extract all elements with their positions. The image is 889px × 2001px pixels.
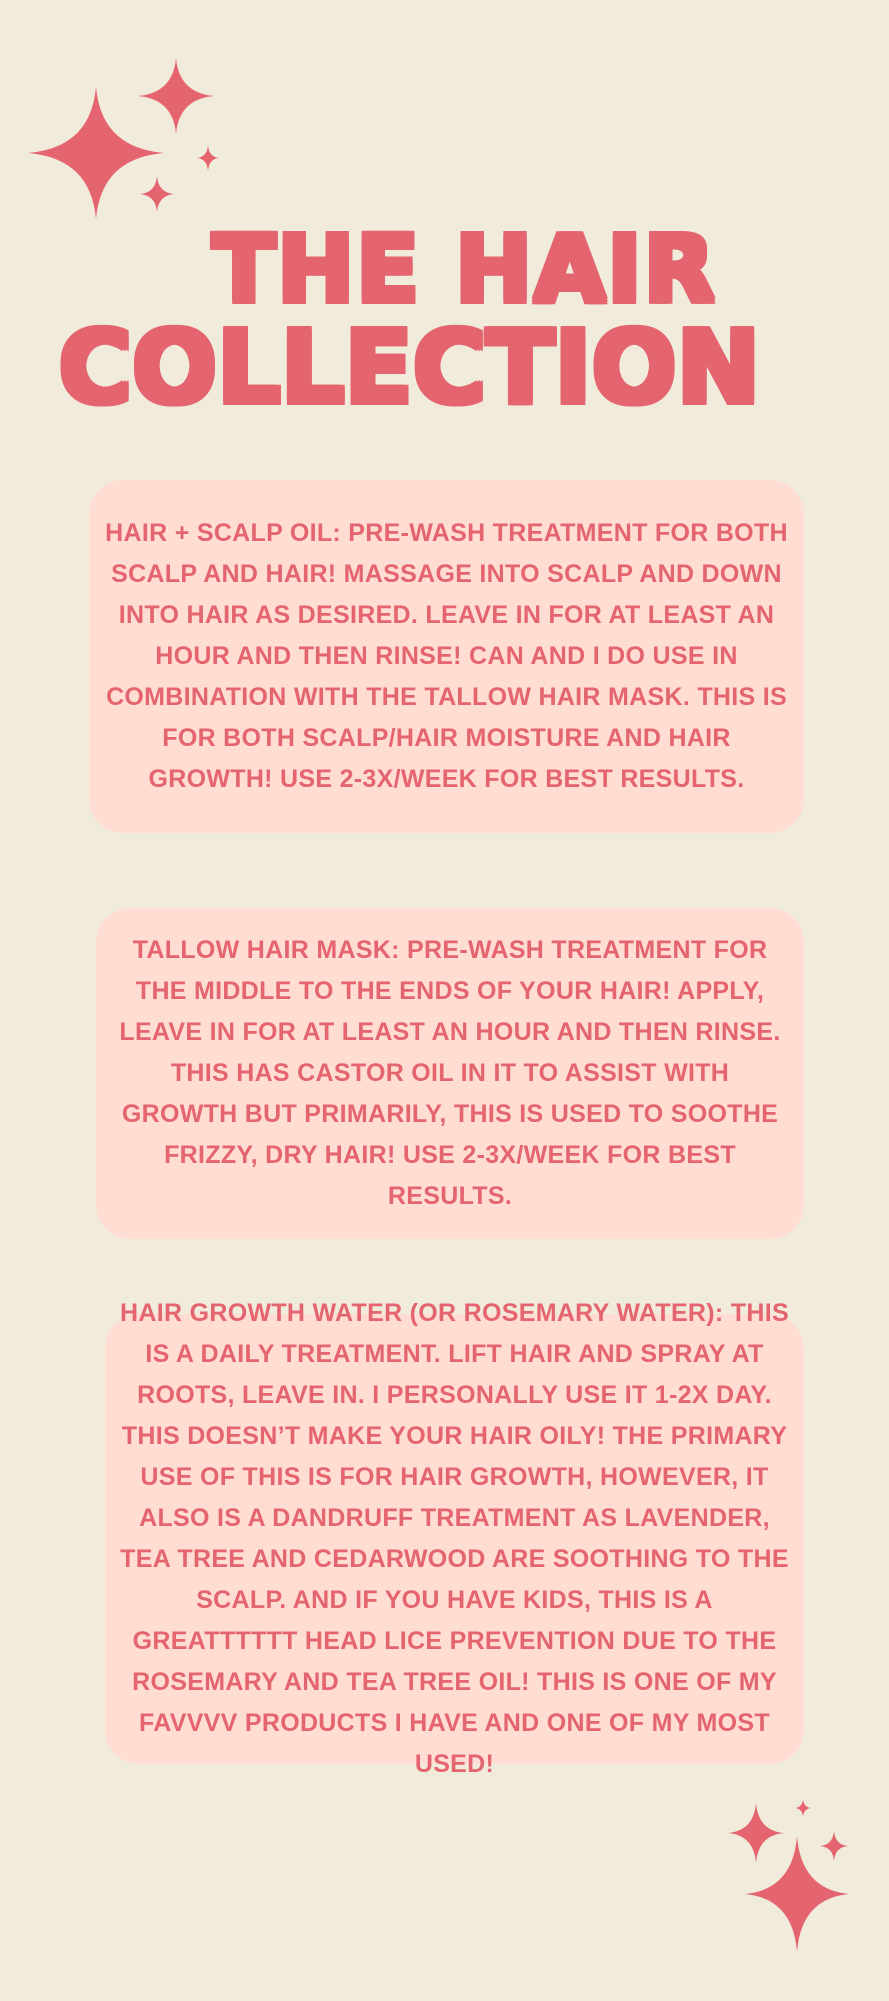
product-description: HAIR GROWTH WATER (OR ROSEMARY WATER): THIS IS A DAILY TREATMENT. LIFT HAIR AND SPRAY AT ROOTS, LEAVE IN. I PERSONALLY USE IT 1-2X DAY. THIS DOESN’T MAKE YOUR HAIR OILY! THE PRIMARY USE OF THIS IS FOR HAIR GROWTH, HOWEVER, IT ALSO IS A DANDRUFF TREATMENT AS LAVENDER, TEA TREE AND CEDARWOOD ARE SOOTHING TO THE SCALP. AND IF YOU HAVE KIDS, THIS IS A GREATTTTTT HEAD LICE PREVENTION DUE TO THE ROSEMARY AND TEA TREE OIL! THIS IS ONE OF MY FAVVVV PRODUCTS I HAVE AND ONE OF MY MOST USED! [120, 1299, 789, 1778]
sparkle-icon [140, 176, 174, 212]
sparkle-icon [795, 1799, 811, 1817]
product-description: TALLOW HAIR MASK: PRE-WASH TREATMENT FOR THE MIDDLE TO THE ENDS OF YOUR HAIR! APPLY, LEAVE IN FOR AT LEAST AN HOUR AND THEN RINSE. THIS HAS CASTOR OIL IN IT TO ASSIST WITH GROWTH BUT PRIMARILY, THIS IS USED TO SOOTHE FRIZZY, DRY HAIR! USE 2-3X/WEEK FOR BEST RESULTS. [119, 936, 781, 1210]
sparkle-icon [197, 145, 219, 171]
sparkle-icon [138, 58, 214, 134]
product-card-hair-growth-water [105, 1299, 804, 1778]
sparkle-icon [728, 1803, 784, 1863]
product-card-hair-scalp-oil [89, 480, 804, 833]
page-title-line-2: COLLECTION [58, 309, 761, 426]
sparkle-icon [28, 87, 164, 219]
product-description: HAIR + SCALP OIL: PRE-WASH TREATMENT FOR BOTH SCALP AND HAIR! MASSAGE INTO SCALP AND DOWN INTO HAIR AS DESIRED. LEAVE IN FOR AT LEAST AN HOUR AND THEN RINSE! CAN AND I DO USE IN COMBINATION WITH THE TALLOW HAIR MASK. THIS IS FOR BOTH SCALP/HAIR MOISTURE AND HAIR GROWTH! USE 2-3X/WEEK FOR BEST RESULTS. [105, 519, 788, 793]
product-card-tallow-hair-mask [96, 908, 804, 1239]
sparkle-icon [820, 1831, 848, 1861]
page-title-line-1: THE HAIR [212, 216, 717, 323]
